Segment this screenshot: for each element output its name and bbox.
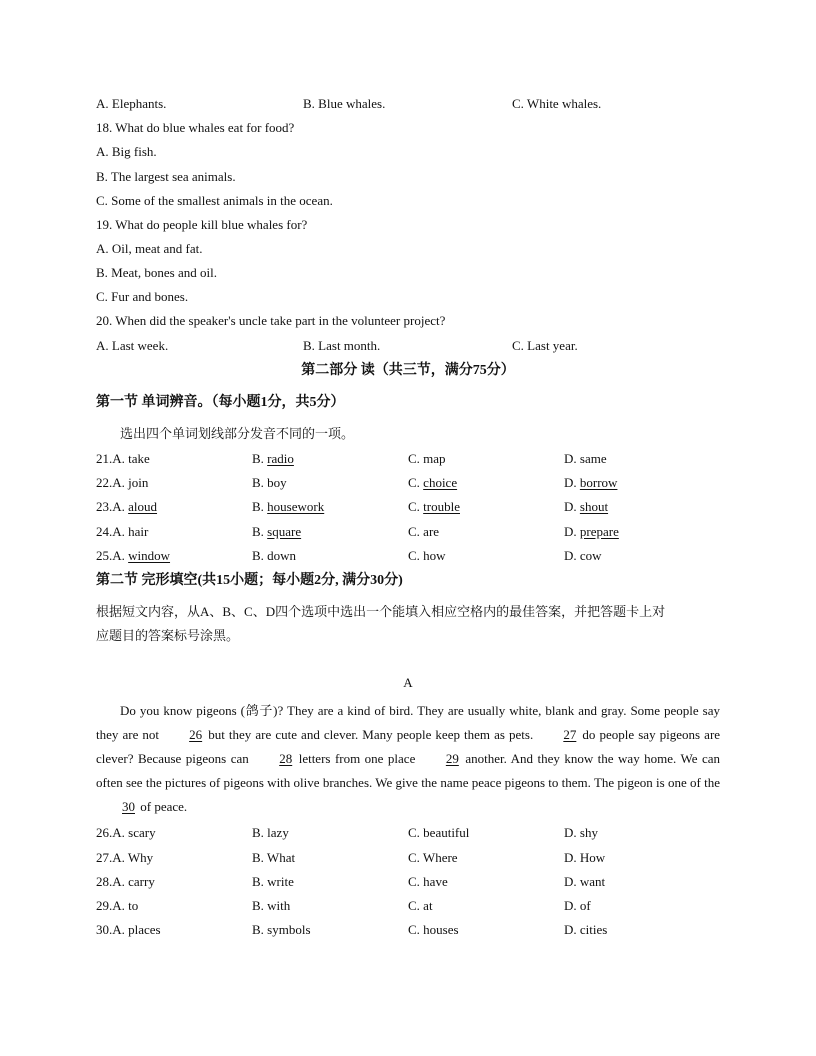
q24-option-c: C. are (408, 524, 440, 539)
blank-28: 28 (279, 751, 293, 766)
q20-option-c: C. Last year. (512, 338, 578, 353)
q23-option-a: 23.A. aloud (96, 499, 158, 514)
q29-option-c: C. at (408, 898, 433, 913)
q27-row (96, 850, 716, 866)
q29-option-d: D. of (564, 898, 591, 913)
q17-options (96, 96, 716, 112)
q28-option-b: B. write (252, 874, 294, 889)
q26-row (96, 825, 716, 841)
q22-option-d: D. borrow (564, 475, 618, 490)
q26-option-a: 26.A. scary (96, 825, 156, 840)
q29-option-a: 29.A. to (96, 898, 139, 913)
q22-option-b: B. boy (252, 475, 287, 490)
q27-option-a: 27.A. Why (96, 850, 154, 865)
q22-option-c: C. choice (408, 475, 458, 490)
q28-row (96, 874, 716, 890)
q25-option-b: B. down (252, 548, 297, 563)
section2-instruction-line1: 根据短文内容，从A、B、C、D四个选项中选出一个能填入相应空格内的最佳答案，并把答题卡上对 (96, 604, 666, 619)
q18-option-c: C. Some of the smallest animals in the ocean. (96, 193, 333, 208)
q30-row (96, 922, 716, 938)
q28-option-a: 28.A. carry (96, 874, 155, 889)
q17-option-a: A. Elephants. (96, 96, 167, 111)
cloze-passage: Do you know pigeons (鸽子)? They are a kind of bird. They are usually white, blank and gray. Some people say they are not 26 but they are cute and clever. Many people keep them as pets. 27 do people say pigeons are clever? Because pigeons can 28 letters from one place 29 another. And they know the way home. We can often see the pictures of pigeons with olive branches. We give the name peace pigeons to them. The pigeon is one of the 30 of peace. (96, 699, 720, 819)
q17-option-c: C. White whales. (512, 96, 602, 111)
q18-option-a: A. Big fish. (96, 144, 157, 159)
q21-row (96, 451, 716, 467)
q22-option-a: 22.A. join (96, 475, 149, 490)
q27-option-c: C. Where (408, 850, 458, 865)
blank-27: 27 (563, 727, 577, 742)
q21-option-a: 21.A. take (96, 451, 150, 466)
q28-option-d: D. want (564, 874, 606, 889)
q17-option-b: B. Blue whales. (303, 96, 386, 111)
q26-option-d: D. shy (564, 825, 598, 840)
q30-option-a: 30.A. places (96, 922, 161, 937)
q23-option-c: C. trouble (408, 499, 460, 514)
q19-option-b: B. Meat, bones and oil. (96, 265, 217, 280)
q19-option-a: A. Oil, meat and fat. (96, 241, 203, 256)
q23-row (96, 499, 716, 515)
q19-option-c: C. Fur and bones. (96, 289, 189, 304)
q22-row (96, 475, 716, 491)
section2-title: 第二节 完形填空(共15小题；每小题2分, 满分30分) (96, 573, 403, 588)
part2-title: 第二部分 读（共三节，满分75分） (301, 363, 515, 378)
q26-option-b: B. lazy (252, 825, 289, 840)
blank-30: 30 (122, 799, 135, 814)
q28-option-c: C. have (408, 874, 448, 889)
q25-option-a: 25.A. window (96, 548, 171, 563)
section2-instruction-line2: 应题目的答案标号涂黑。 (96, 628, 240, 643)
q21-option-d: D. same (564, 451, 607, 466)
q18-stem: 18. What do blue whales eat for food? (96, 120, 295, 135)
q20-option-a: A. Last week. (96, 338, 169, 353)
q27-option-b: B. What (252, 850, 296, 865)
q24-row (96, 524, 716, 540)
blank-29: 29 (445, 751, 459, 766)
q24-option-a: 24.A. hair (96, 524, 149, 539)
q25-option-c: C. how (408, 548, 446, 563)
q21-option-b: B. radio (252, 451, 294, 466)
q21-option-c: C. map (408, 451, 446, 466)
section1-title: 第一节 单词辨音。（每小题1分，共5分） (96, 395, 345, 410)
blank-26: 26 (189, 727, 203, 742)
q23-option-b: B. housework (252, 499, 325, 514)
q26-option-c: C. beautiful (408, 825, 470, 840)
q23-option-d: D. shout (564, 499, 609, 514)
passage-label: A (403, 675, 413, 690)
q20-option-b: B. Last month. (303, 338, 381, 353)
q27-option-d: D. How (564, 850, 606, 865)
q20-stem: 20. When did the speaker's uncle take part in the volunteer project? (96, 313, 446, 328)
q30-option-c: C. houses (408, 922, 459, 937)
q24-option-b: B. square (252, 524, 302, 539)
section1-instruction: 选出四个单词划线部分发音不同的一项。 (120, 426, 355, 441)
q25-row (96, 548, 716, 564)
q25-option-d: D. cow (564, 548, 602, 563)
q29-option-b: B. with (252, 898, 291, 913)
q24-option-d: D. prepare (564, 524, 619, 539)
q29-row (96, 898, 716, 914)
q19-stem: 19. What do people kill blue whales for? (96, 217, 308, 232)
q30-option-d: D. cities (564, 922, 608, 937)
section2-instruction (96, 600, 720, 648)
q30-option-b: B. symbols (252, 922, 311, 937)
q20-options (96, 338, 716, 354)
q18-option-b: B. The largest sea animals. (96, 169, 236, 184)
